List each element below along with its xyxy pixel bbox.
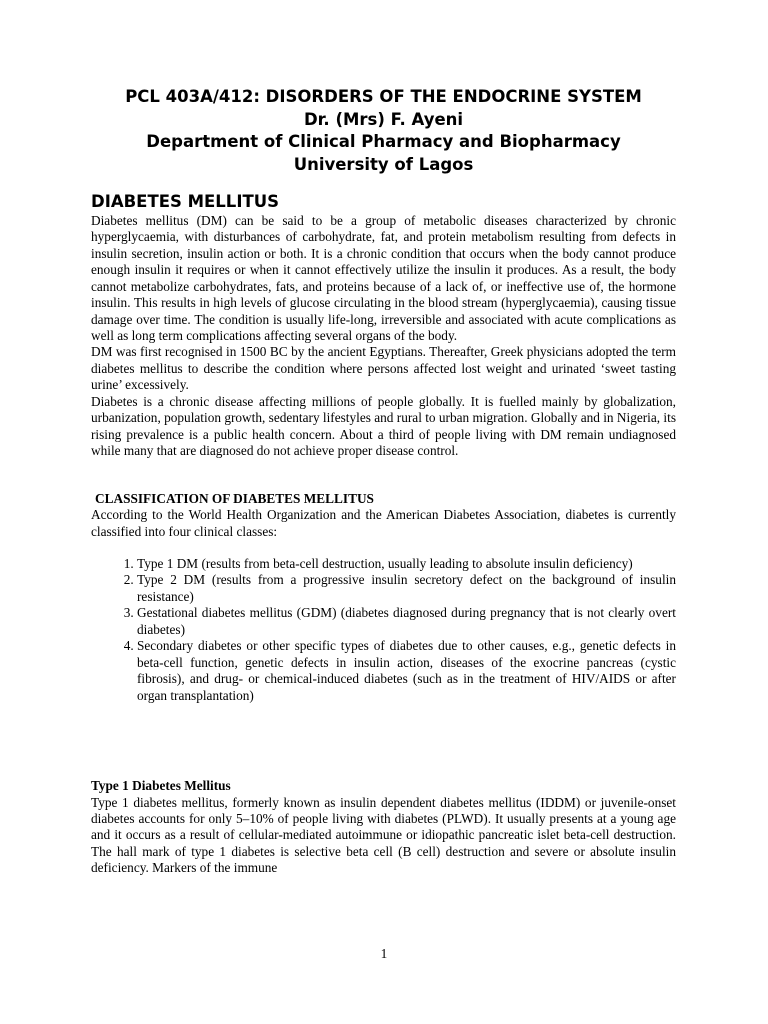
course-title: PCL 403A/412: DISORDERS OF THE ENDOCRINE SYSTEM xyxy=(125,87,642,106)
paragraph-prevalence: Diabetes is a chronic disease affecting millions of people globally. It is fuelled mainly by globalization, urbanization, population growth, sedentary lifestyles and rural to urban migration. Globally and in Nigeria, its rising prevalence is a public health concern. About a third of people living with DM remain undiagnosed while many that are diagnosed do not achieve proper disease control. xyxy=(91,393,676,459)
list-item: 2. Type 2 DM (results from a progressive insulin secretory defect on the background of insulin resistance) xyxy=(137,572,676,605)
university-name: University of Lagos xyxy=(293,155,474,175)
list-item: 3. Gestational diabetes mellitus (GDM) (diabetes diagnosed during pregnancy that is not clearly overt diabetes) xyxy=(137,605,676,638)
list-item: 1. Type 1 DM (results from beta-cell destruction, usually leading to absolute insulin deficiency) xyxy=(137,556,676,572)
classification-title: CLASSIFICATION OF DIABETES MELLITUS xyxy=(95,490,374,506)
lecturer-name: Dr. (Mrs) F. Ayeni xyxy=(303,109,464,129)
page-number: 1 xyxy=(380,946,388,961)
classification-intro: According to the World Health Organization and the American Diabetes Association, diabetes is currently classified into four clinical classes: xyxy=(91,507,676,539)
type1-paragraph: Type 1 diabetes mellitus, formerly known as insulin dependent diabetes mellitus (IDDM) or juvenile-onset diabetes accounts for only 5–10% of people living with diabetes (PLWD). It usually presents at a young age and it occurs as a result of cellular-mediated autoimmune or idiopathic pancreatic islet beta-cell destruction. The hall mark of type 1 diabetes is selective beta cell (B cell) destruction and severe or absolute insulin deficiency. Markers of the immune xyxy=(91,794,676,876)
list-item: 4. Secondary diabetes or other specific types of diabetes due to other causes, e.g., genetic defects in beta-cell function, genetic defects in insulin action, diseases of the exocrine pancreas (cystic fibrosis), and drug- or chemical-induced diabetes (such as in the treatment of HIV/AIDS or after organ transplantation) xyxy=(137,638,676,704)
document-page xyxy=(91,86,676,877)
paragraph-definition: Diabetes mellitus (DM) can be said to be a group of metabolic diseases characterized by chronic hyperglycaemia, with disturbances of carbohydrate, fat, and protein metabolism resulting from defects in insulin secretion, insulin action or both. It is a chronic condition that occurs when the body cannot produce enough insulin it requires or when it cannot effectively utilize the insulin it produces. As a result, the body cannot metabolize carbohydrates, fats, and proteins because of a lack of, or ineffective use of, the hormone insulin. This results in high levels of glucose circulating in the blood stream (hyperglycaemia), causing tissue damage over time. The condition is usually life-long, irreversible and associated with acute complications as well as long term complications affecting several organs of the body. xyxy=(91,212,676,343)
department-name: Department of Clinical Pharmacy and Biopharmacy xyxy=(146,132,621,152)
classification-list xyxy=(91,556,676,704)
section-title: DIABETES MELLITUS xyxy=(91,191,280,211)
type1-title: Type 1 Diabetes Mellitus xyxy=(91,778,231,794)
paragraph-history: DM was first recognised in 1500 BC by the ancient Egyptians. Thereafter, Greek physicians adopted the term diabetes mellitus to describe the condition where persons affected lost weight and urinated ‘sweet tasting urine’ excessively. xyxy=(91,344,676,393)
